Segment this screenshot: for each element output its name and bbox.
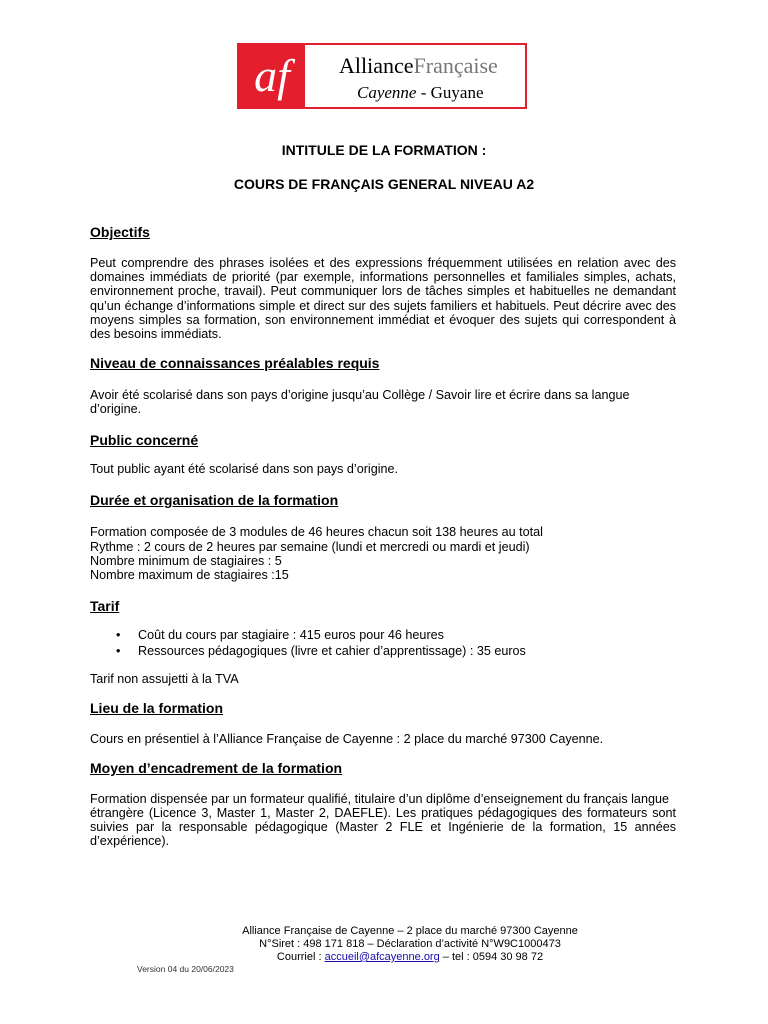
objectifs-text: Peut comprendre des phrases isolées et des expressions fréquemment utilisées en relation avec des domaines immédiats de priorité (par exemple, informations personnelles et familiales simples, achats, environnement proche, travail). Peut communiquer lors de tâches simples et habituelles ne demandant qu’un échange d’informations simple et direct sur des sujets familiers et habituels. Peut décrire avec des moyens simples sa formation, son environnement immédiat et évoquer des sujets qui correspondent à des besoins immédiats. <box>90 256 676 342</box>
lieu-text: Cours en présentiel à l’Alliance Française de Cayenne : 2 place du marché 97300 Cayenne. <box>90 732 604 746</box>
version-text: Version 04 du 20/06/2023 <box>137 964 234 974</box>
duree-line2: Rythme : 2 cours de 2 heures par semaine (lundi et mercredi ou mardi et jeudi) <box>90 540 530 554</box>
formation-intitule-title: INTITULE DE LA FORMATION : <box>281 142 487 158</box>
footer-siret: N°Siret : 498 171 818 – Déclaration d’activité N°W9C1000473 <box>259 938 561 950</box>
niveau-text-line1: Avoir été scolarisé dans son pays d’origine jusqu’au Collège / Savoir lire et écrire dans sa langue <box>90 388 630 402</box>
moyen-text-line2: étrangère (Licence 3, Master 1, Master 2, DAEFLE). Les pratiques pédagogiques des formateurs sont suivies par la responsable pédagogique (Master 2 FLE et Ingénierie de la formation, 15 années d’expérience). <box>90 806 676 849</box>
moyen-text-line1: Formation dispensée par un formateur qualifié, titulaire d’un diplôme d’enseignement du français langue <box>90 792 669 806</box>
course-title: COURS DE FRANÇAIS GENERAL NIVEAU A2 <box>233 176 535 192</box>
logo-city-region: - Guyane <box>416 83 484 102</box>
logo-name-alliance: Alliance <box>339 53 414 78</box>
niveau-heading: Niveau de connaissances préalables requis <box>90 355 380 371</box>
niveau-text-line2: d’origine. <box>90 402 142 416</box>
public-heading: Public concerné <box>90 432 199 448</box>
footer-address: Alliance Française de Cayenne – 2 place du marché 97300 Cayenne <box>242 925 578 937</box>
logo-name-francaise: Française <box>413 53 498 78</box>
af-logo-mark: af <box>239 45 305 107</box>
logo-name <box>339 53 498 79</box>
footer-email-link[interactable]: accueil@afcayenne.org <box>324 951 440 963</box>
moyen-heading: Moyen d’encadrement de la formation <box>90 760 343 776</box>
footer-contact <box>150 951 670 964</box>
lieu-heading: Lieu de la formation <box>90 700 224 716</box>
tarif-note: Tarif non assujetti à la TVA <box>90 672 239 686</box>
list-item: • Ressources pédagogiques (livre et cahier d’apprentissage) : 35 euros <box>90 644 526 660</box>
objectifs-heading: Objectifs <box>90 224 150 240</box>
public-text: Tout public ayant été scolarisé dans son pays d’origine. <box>90 462 399 476</box>
footer-courriel-label: Courriel : <box>276 951 325 963</box>
tarif-list <box>90 628 526 659</box>
duree-heading: Durée et organisation de la formation <box>90 492 339 508</box>
footer <box>150 925 670 964</box>
footer-tel: – tel : 0594 30 98 72 <box>439 951 544 963</box>
logo-city <box>357 83 484 103</box>
alliance-francaise-logo <box>237 43 527 109</box>
logo-city-cayenne: Cayenne <box>357 83 417 102</box>
list-item: • Coût du cours par stagiaire : 415 euros pour 46 heures <box>90 628 526 644</box>
duree-line1: Formation composée de 3 modules de 46 heures chacun soit 138 heures au total <box>90 525 543 539</box>
duree-line4: Nombre maximum de stagiaires :15 <box>90 568 289 582</box>
duree-line3: Nombre minimum de stagiaires : 5 <box>90 554 282 568</box>
tarif-heading: Tarif <box>90 598 120 614</box>
